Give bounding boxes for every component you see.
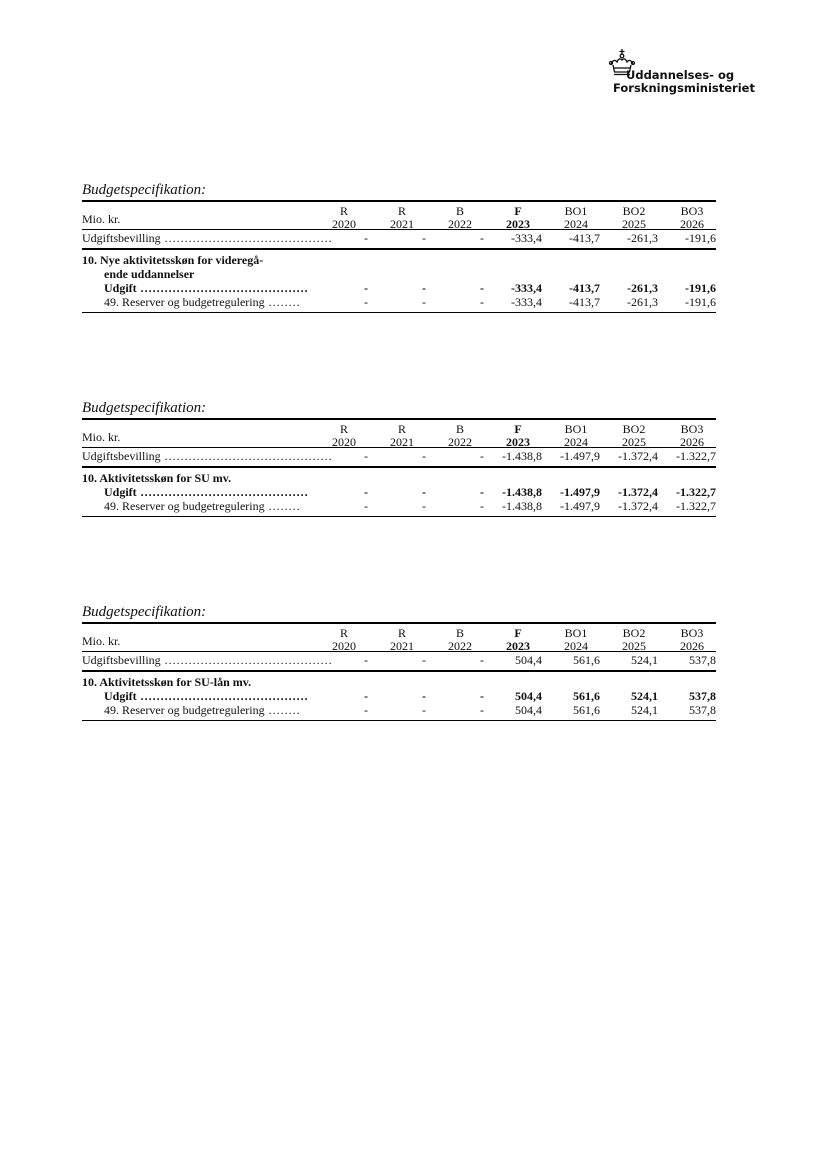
- column-header: [608, 423, 660, 448]
- value-cell: -: [480, 703, 484, 717]
- column-year: 2021: [390, 216, 414, 231]
- value-cell: -: [422, 689, 426, 703]
- column-header: [492, 627, 544, 652]
- table-header: [82, 202, 716, 229]
- value-cell: -: [480, 653, 484, 667]
- value-cell: -1.322,7: [676, 499, 716, 513]
- column-year: 2022: [448, 638, 472, 653]
- column-type: BO3: [680, 626, 704, 640]
- value-cell: -: [364, 703, 368, 717]
- value-cell: 561,6: [573, 653, 600, 667]
- table-bottom-rule: [82, 312, 716, 313]
- summary-row-label-text: Udgiftsbevilling: [82, 231, 161, 245]
- budget-table: [82, 602, 716, 721]
- subaccount-row-label: [82, 499, 301, 513]
- value-cell: -: [364, 653, 368, 667]
- value-cell: -: [480, 231, 484, 245]
- column-type: B: [455, 626, 464, 640]
- value-cell: -1.497,9: [560, 499, 600, 513]
- leader-dots: ..........................................: [160, 449, 333, 463]
- column-type: R: [339, 204, 348, 218]
- column-year: 2025: [622, 216, 646, 231]
- table-title: Budgetspecifikation:: [82, 400, 207, 416]
- column-header: [434, 423, 486, 448]
- value-cell: -: [422, 449, 426, 463]
- section-heading: [82, 267, 716, 281]
- column-header: [666, 423, 718, 448]
- summary-row: [82, 231, 716, 245]
- column-header: [608, 627, 660, 652]
- column-type: BO3: [680, 422, 704, 436]
- summary-row-label: [82, 653, 333, 667]
- unit-label: Mio. kr.: [82, 634, 121, 648]
- value-cell: -261,3: [627, 231, 658, 245]
- value-cell: -: [364, 485, 368, 499]
- column-year: 2024: [564, 434, 588, 449]
- column-year: 2024: [564, 216, 588, 231]
- value-cell: 524,1: [631, 689, 658, 703]
- leader-dots: ..........................................: [160, 231, 333, 245]
- leader-dots: ..........................................: [136, 281, 309, 295]
- budget-table: [82, 180, 716, 313]
- subaccount-row: [82, 703, 716, 717]
- column-header: [492, 423, 544, 448]
- summary-row-label: [82, 231, 333, 245]
- expense-row-label-text: Udgift: [104, 485, 137, 499]
- expense-row-label: [82, 281, 309, 295]
- value-cell: -191,6: [685, 231, 716, 245]
- leader-dots: ........: [264, 703, 301, 717]
- value-cell: 504,4: [515, 703, 542, 717]
- ministry-logo: [608, 48, 758, 98]
- value-cell: -: [480, 499, 484, 513]
- column-type: B: [455, 422, 464, 436]
- logo-line-2: Forskningsministeriet: [613, 81, 755, 95]
- subaccount-row-label: [82, 295, 301, 309]
- column-type: R: [339, 422, 348, 436]
- column-type: F: [514, 204, 522, 218]
- value-cell: -261,3: [627, 281, 658, 295]
- value-cell: 537,8: [689, 653, 716, 667]
- column-type: F: [514, 422, 522, 436]
- subaccount-row: [82, 295, 716, 309]
- summary-section: [82, 652, 716, 670]
- logo-wordmark: [613, 69, 755, 95]
- table-title: Budgetspecifikation:: [82, 604, 207, 620]
- subaccount-row: [82, 499, 716, 513]
- value-cell: -413,7: [569, 231, 600, 245]
- column-type: BO2: [622, 422, 646, 436]
- expense-row-label-text: Udgift: [104, 689, 137, 703]
- leader-dots: ..........................................: [136, 689, 309, 703]
- value-cell: -: [422, 281, 426, 295]
- column-type: BO1: [564, 422, 588, 436]
- summary-row-label: [82, 449, 333, 463]
- column-year: 2024: [564, 638, 588, 653]
- expense-row: [82, 485, 716, 499]
- table-bottom-rule: [82, 516, 716, 517]
- value-cell: -1.372,4: [618, 449, 658, 463]
- value-cell: -1.372,4: [618, 499, 658, 513]
- column-type: BO3: [680, 204, 704, 218]
- value-cell: -: [422, 653, 426, 667]
- leader-dots: ........: [264, 499, 301, 513]
- expense-row-label: [82, 689, 309, 703]
- subaccount-row-label: [82, 703, 301, 717]
- column-type: R: [397, 422, 406, 436]
- value-cell: -: [364, 689, 368, 703]
- table-bottom-rule: [82, 720, 716, 721]
- column-year: 2025: [622, 638, 646, 653]
- table-header: [82, 624, 716, 651]
- value-cell: -1.438,8: [502, 499, 542, 513]
- detail-section: [82, 250, 716, 312]
- summary-section: [82, 448, 716, 466]
- value-cell: -: [422, 499, 426, 513]
- value-cell: -: [364, 499, 368, 513]
- value-cell: 561,6: [573, 703, 600, 717]
- column-header: [550, 627, 602, 652]
- column-year: 2026: [680, 638, 704, 653]
- value-cell: -1.322,7: [676, 485, 716, 499]
- value-cell: -333,4: [511, 295, 542, 309]
- detail-section: [82, 672, 716, 720]
- logo-line-1: Uddannelses- og: [626, 68, 735, 82]
- value-cell: -261,3: [627, 295, 658, 309]
- summary-row: [82, 653, 716, 667]
- expense-row: [82, 689, 716, 703]
- section-heading-text: 10. Nye aktivitetsskøn for videregå-: [82, 253, 264, 267]
- section-heading: [82, 675, 716, 689]
- section-heading: [82, 471, 716, 485]
- value-cell: -333,4: [511, 231, 542, 245]
- column-type: F: [514, 626, 522, 640]
- column-header: [550, 205, 602, 230]
- column-header: [376, 423, 428, 448]
- expense-row-label-text: Udgift: [104, 281, 137, 295]
- column-header: [550, 423, 602, 448]
- subaccount-row-label-text: 49. Reserver og budgetregulering: [104, 703, 265, 717]
- table-title: Budgetspecifikation:: [82, 182, 207, 198]
- value-cell: -: [422, 485, 426, 499]
- value-cell: -: [364, 281, 368, 295]
- column-year: 2023: [506, 434, 530, 449]
- value-cell: -: [480, 689, 484, 703]
- column-year: 2026: [680, 434, 704, 449]
- leader-dots: ........: [264, 295, 301, 309]
- value-cell: -191,6: [685, 295, 716, 309]
- summary-row: [82, 449, 716, 463]
- value-cell: 504,4: [515, 689, 542, 703]
- value-cell: 561,6: [573, 689, 600, 703]
- column-header: [434, 627, 486, 652]
- value-cell: 524,1: [631, 703, 658, 717]
- subaccount-row-label-text: 49. Reserver og budgetregulering: [104, 499, 265, 513]
- column-header: [434, 205, 486, 230]
- summary-section: [82, 230, 716, 248]
- section-heading-text: 10. Aktivitetsskøn for SU mv.: [82, 471, 232, 485]
- column-header: [608, 205, 660, 230]
- column-year: 2020: [332, 216, 356, 231]
- column-header: [666, 205, 718, 230]
- value-cell: -: [480, 485, 484, 499]
- value-cell: -: [364, 231, 368, 245]
- column-year: 2023: [506, 216, 530, 231]
- column-type: B: [455, 204, 464, 218]
- value-cell: 524,1: [631, 653, 658, 667]
- summary-row-label-text: Udgiftsbevilling: [82, 449, 161, 463]
- section-heading: [82, 253, 716, 267]
- column-year: 2023: [506, 638, 530, 653]
- value-cell: 504,4: [515, 653, 542, 667]
- column-type: R: [397, 626, 406, 640]
- column-header: [492, 205, 544, 230]
- column-type: BO2: [622, 204, 646, 218]
- value-cell: -: [364, 449, 368, 463]
- subaccount-row-label-text: 49. Reserver og budgetregulering: [104, 295, 265, 309]
- value-cell: -1.438,8: [502, 485, 542, 499]
- column-header: [666, 627, 718, 652]
- value-cell: -1.497,9: [560, 449, 600, 463]
- budget-table: [82, 398, 716, 517]
- value-cell: -1.372,4: [618, 485, 658, 499]
- column-type: R: [339, 626, 348, 640]
- value-cell: -191,6: [685, 281, 716, 295]
- column-header: [376, 627, 428, 652]
- value-cell: -: [480, 295, 484, 309]
- value-cell: -1.322,7: [676, 449, 716, 463]
- unit-label: Mio. kr.: [82, 212, 121, 226]
- section-heading-text: ende uddannelser: [104, 267, 195, 281]
- section-heading-text: 10. Aktivitetsskøn for SU-lån mv.: [82, 675, 252, 689]
- summary-row-label-text: Udgiftsbevilling: [82, 653, 161, 667]
- value-cell: -: [480, 281, 484, 295]
- column-year: 2025: [622, 434, 646, 449]
- value-cell: -1.438,8: [502, 449, 542, 463]
- column-type: BO1: [564, 204, 588, 218]
- value-cell: 537,8: [689, 689, 716, 703]
- value-cell: -: [422, 703, 426, 717]
- column-header: [318, 627, 370, 652]
- detail-section: [82, 468, 716, 516]
- expense-row-label: [82, 485, 309, 499]
- value-cell: 537,8: [689, 703, 716, 717]
- column-header: [318, 423, 370, 448]
- value-cell: -: [422, 231, 426, 245]
- unit-label: Mio. kr.: [82, 430, 121, 444]
- column-year: 2022: [448, 434, 472, 449]
- column-year: 2026: [680, 216, 704, 231]
- column-year: 2021: [390, 638, 414, 653]
- value-cell: -: [480, 449, 484, 463]
- column-year: 2020: [332, 638, 356, 653]
- column-year: 2021: [390, 434, 414, 449]
- column-type: BO1: [564, 626, 588, 640]
- column-type: R: [397, 204, 406, 218]
- column-type: BO2: [622, 626, 646, 640]
- expense-row: [82, 281, 716, 295]
- column-year: 2022: [448, 216, 472, 231]
- column-header: [376, 205, 428, 230]
- column-year: 2020: [332, 434, 356, 449]
- table-header: [82, 420, 716, 447]
- column-header: [318, 205, 370, 230]
- leader-dots: ..........................................: [160, 653, 333, 667]
- value-cell: -: [364, 295, 368, 309]
- value-cell: -: [422, 295, 426, 309]
- value-cell: -413,7: [569, 295, 600, 309]
- value-cell: -1.497,9: [560, 485, 600, 499]
- value-cell: -413,7: [569, 281, 600, 295]
- leader-dots: ..........................................: [136, 485, 309, 499]
- value-cell: -333,4: [511, 281, 542, 295]
